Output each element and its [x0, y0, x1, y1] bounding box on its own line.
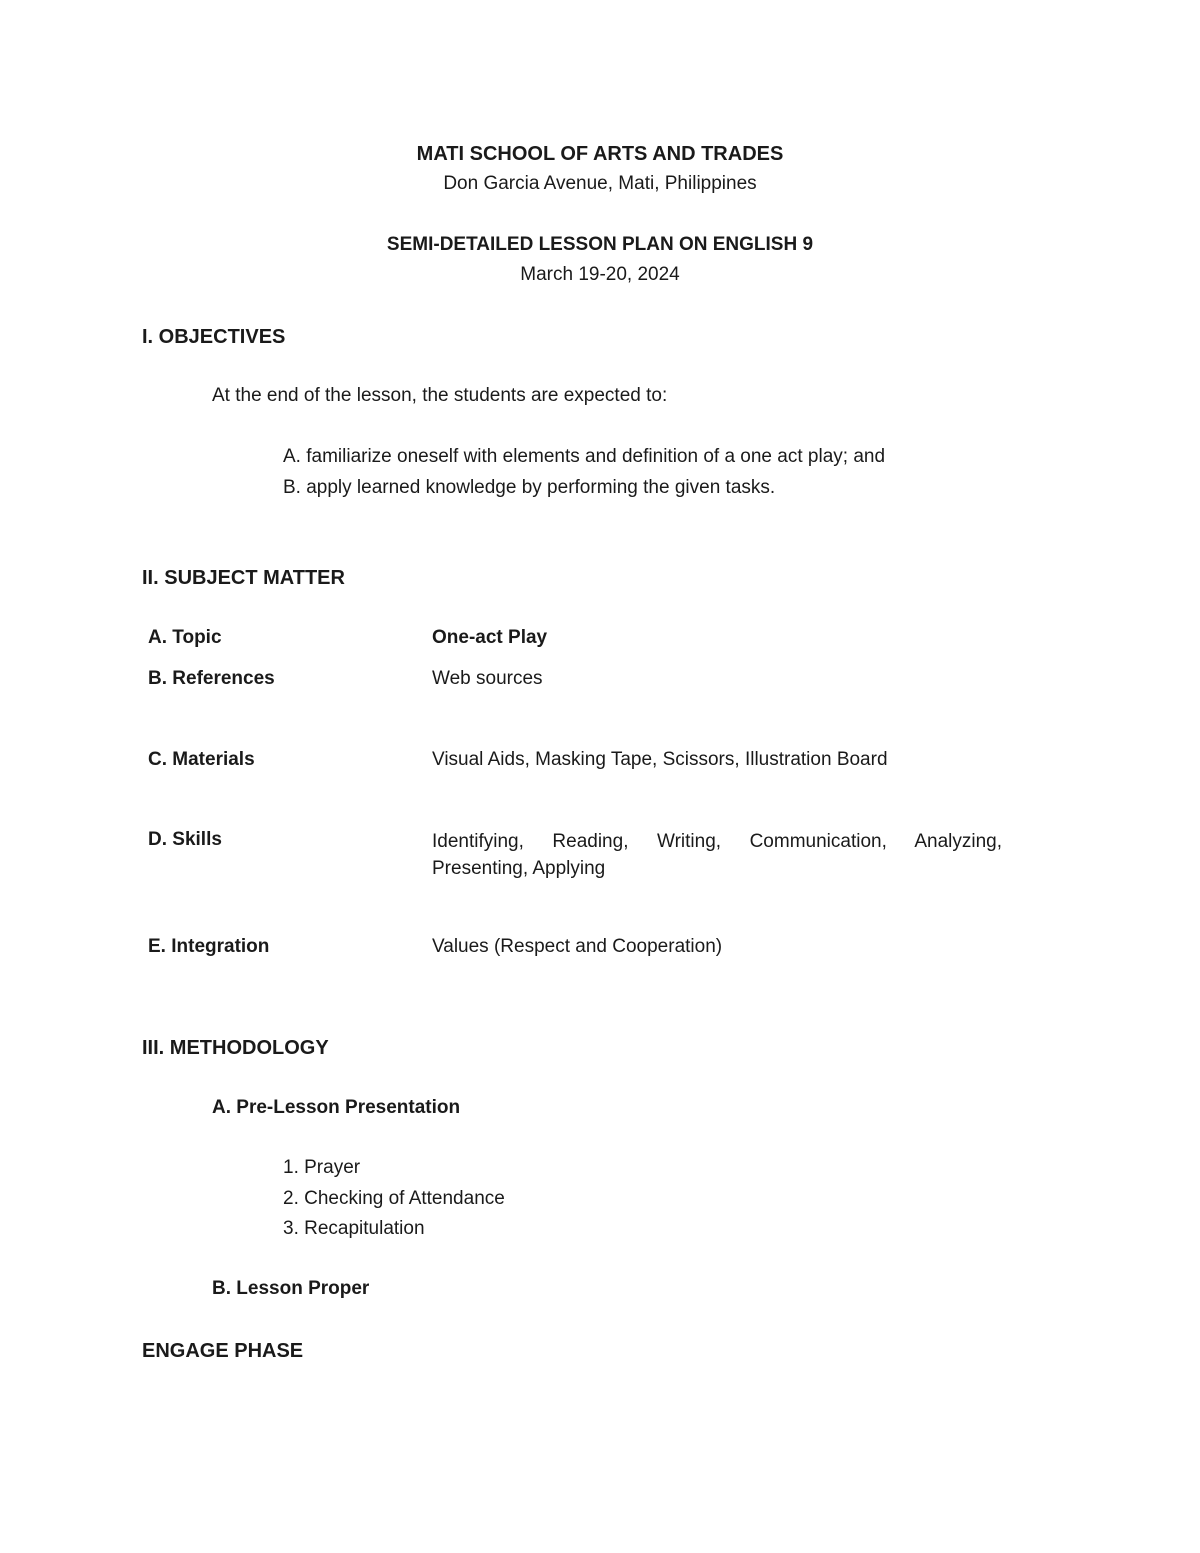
pre-lesson-item-attendance: 2. Checking of Attendance: [283, 1188, 505, 1209]
objectives-heading: I. OBJECTIVES: [142, 326, 286, 348]
subject-matter-heading: II. SUBJECT MATTER: [142, 567, 345, 589]
objective-item-b: B. apply learned knowledge by performing the given tasks.: [283, 477, 776, 498]
subject-row-label-topic: A. Topic: [148, 627, 222, 648]
lesson-date: March 19-20, 2024: [520, 264, 680, 285]
objectives-intro: At the end of the lesson, the students are expected to:: [212, 385, 668, 406]
objective-item-a: A. familiarize oneself with elements and definition of a one act play; and: [283, 446, 886, 467]
pre-lesson-item-recapitulation: 3. Recapitulation: [283, 1218, 425, 1239]
subject-row-value-integration: Values (Respect and Cooperation): [432, 936, 723, 957]
subject-row-label-skills: D. Skills: [148, 829, 222, 850]
subject-row-value-references: Web sources: [432, 668, 543, 689]
pre-lesson-item-prayer: 1. Prayer: [283, 1157, 361, 1178]
methodology-heading: III. METHODOLOGY: [142, 1037, 329, 1059]
subject-row-label-materials: C. Materials: [148, 749, 255, 770]
subject-row-value-topic: One-act Play: [432, 627, 548, 648]
lesson-proper-heading: B. Lesson Proper: [212, 1278, 370, 1299]
pre-lesson-heading: A. Pre-Lesson Presentation: [212, 1097, 461, 1118]
subject-row-value-materials: Visual Aids, Masking Tape, Scissors, Illustration Board: [432, 749, 888, 770]
subject-row-label-references: B. References: [148, 668, 275, 689]
school-name: MATI SCHOOL OF ARTS AND TRADES: [416, 143, 784, 165]
subject-row-value-skills: Identifying, Reading, Writing, Communication, Analyzing, Presenting, Applying: [432, 831, 1002, 879]
engage-phase-heading: ENGAGE PHASE: [142, 1340, 304, 1362]
lesson-plan-title: SEMI-DETAILED LESSON PLAN ON ENGLISH 9: [386, 234, 814, 255]
school-address: Don Garcia Avenue, Mati, Philippines: [443, 173, 757, 194]
subject-row-label-integration: E. Integration: [148, 936, 270, 957]
